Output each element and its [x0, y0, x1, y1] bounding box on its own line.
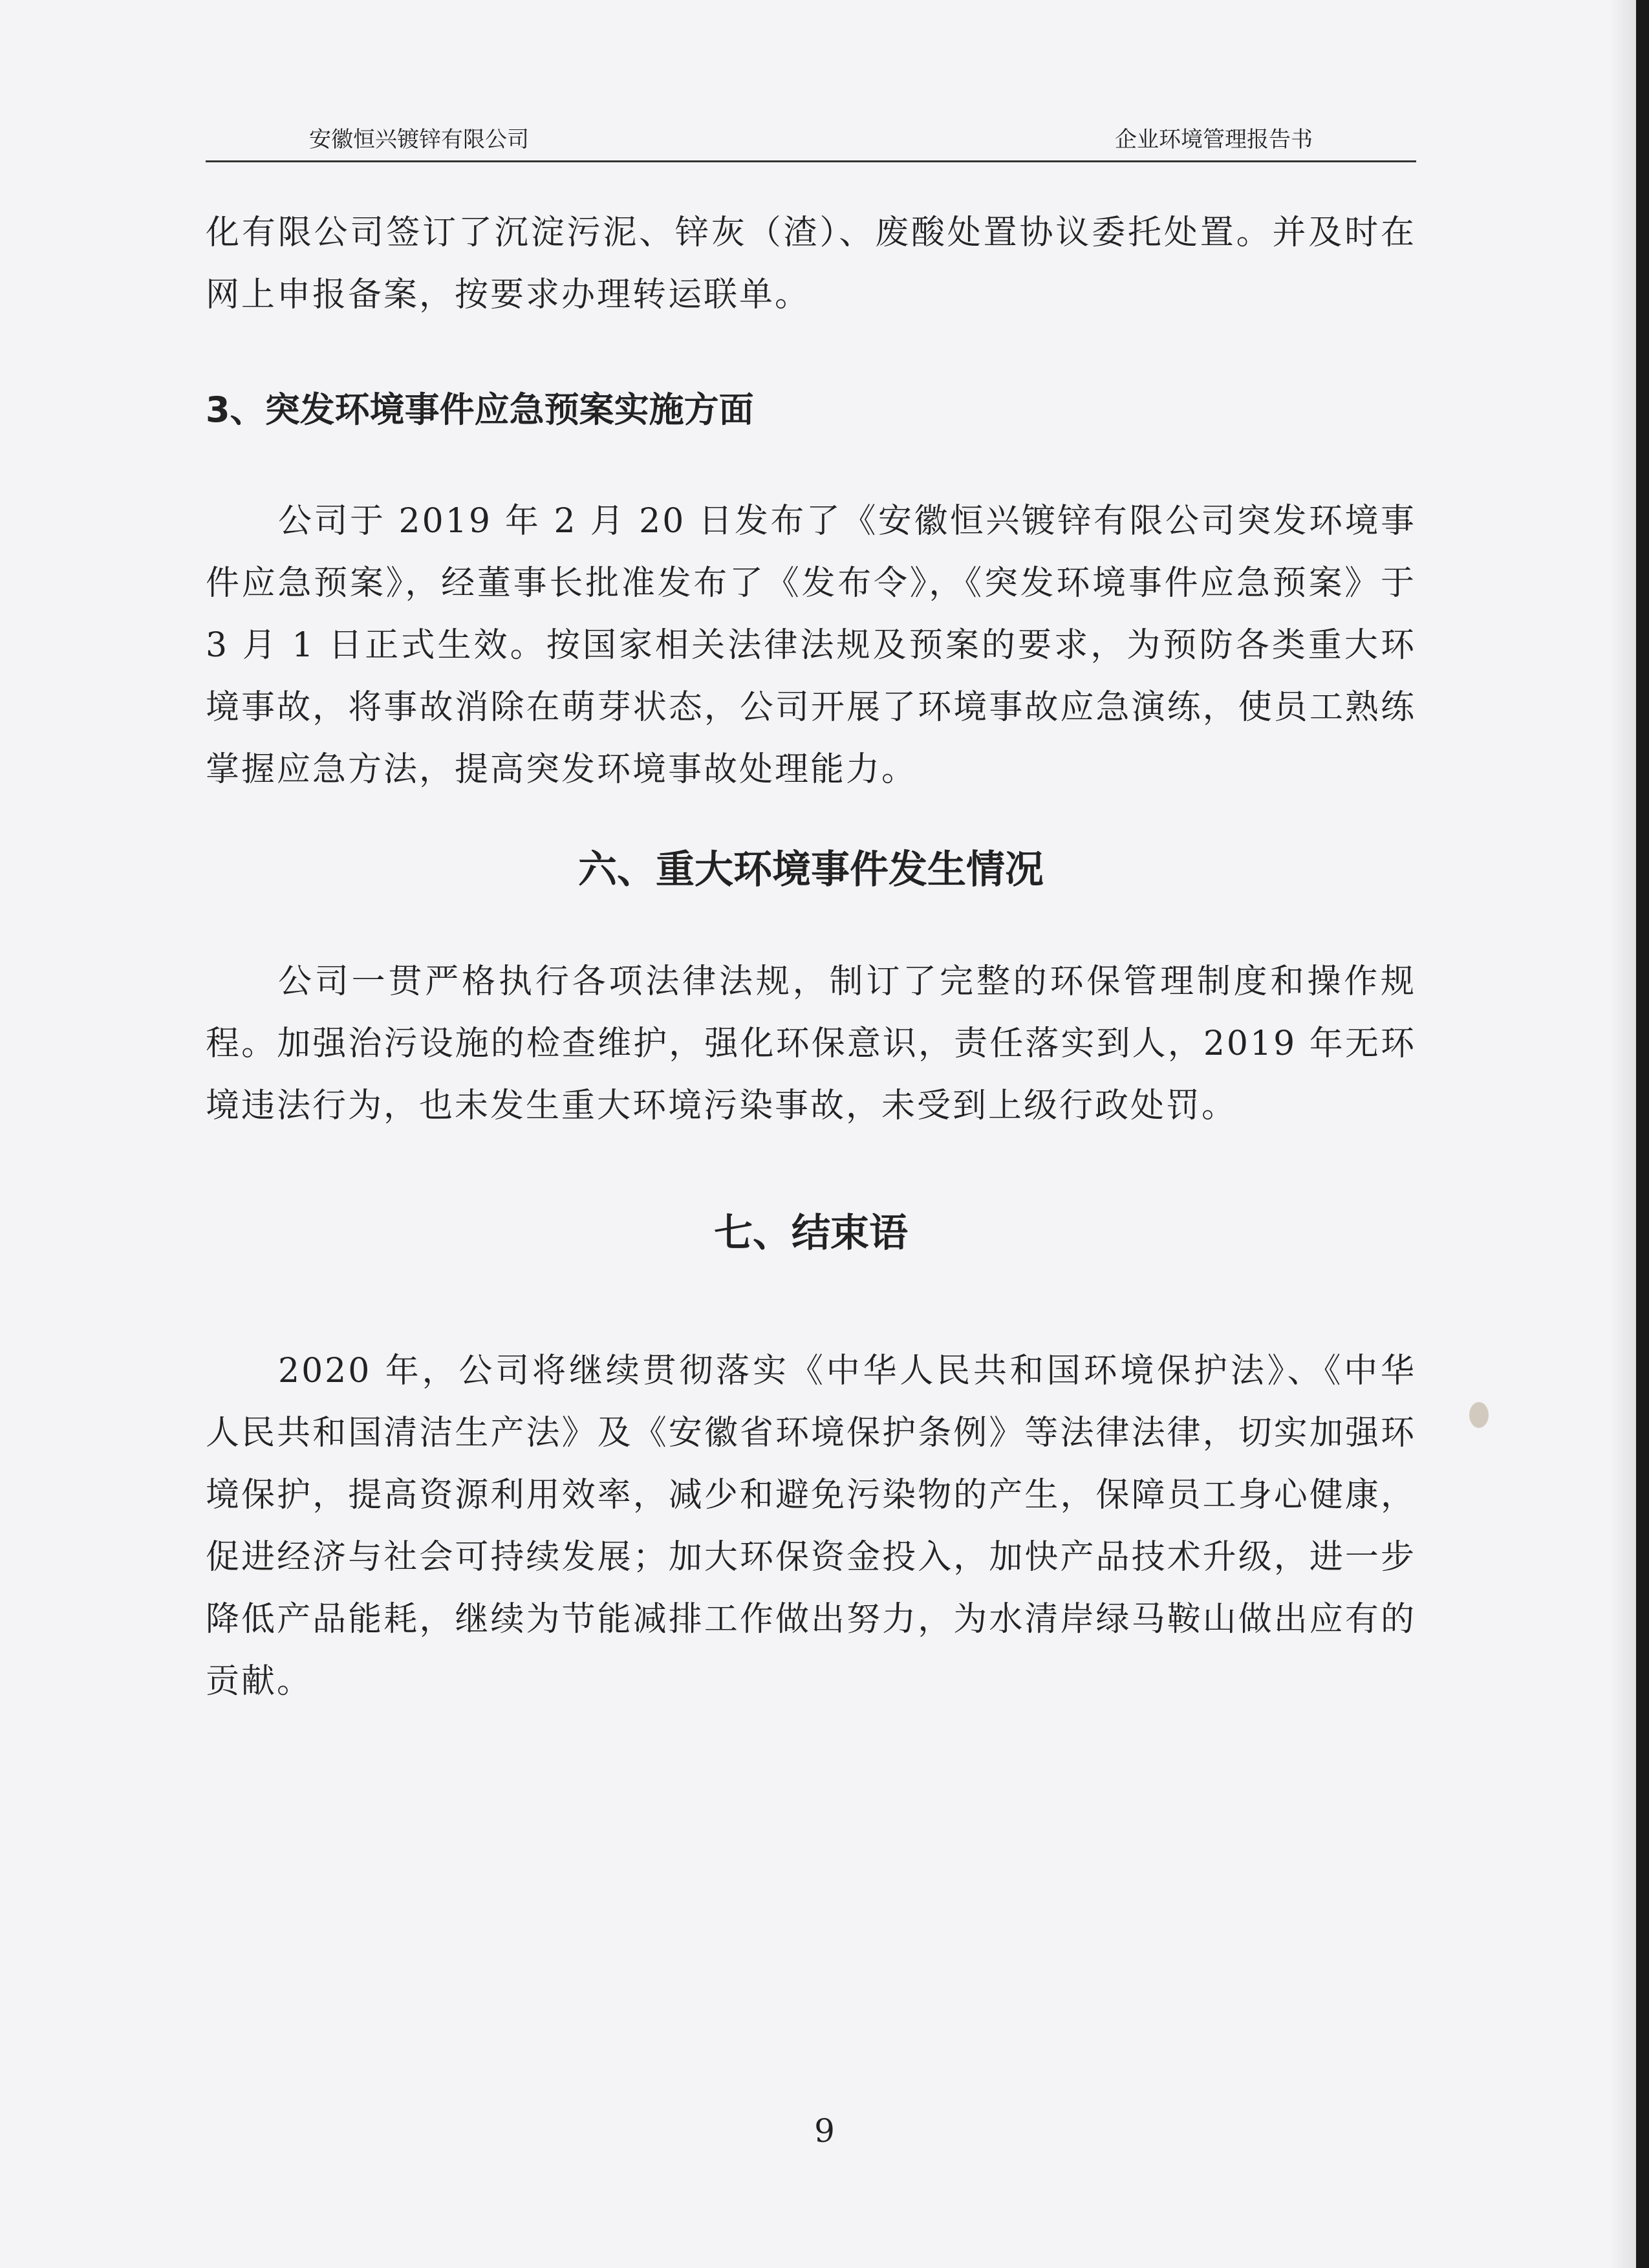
- section-six-paragraph: 公司一贯严格执行各项法律法规，制订了完整的环保管理制度和操作规程。加强治污设施的检查维护，强化环保意识，责任落实到人，2019 年无环境违法行为，也未发生重大环境污染事故，未受到上级行政处罚。: [206, 962, 1416, 1125]
- header-company: 安徽恒兴镀锌有限公司: [309, 127, 529, 153]
- section-seven-paragraph: 2020 年，公司将继续贯彻落实《中华人民共和国环境保护法》、《中华人民共和国清洁生产法》及《安徽省环境保护条例》等法律法律，切实加强环境保护，提高资源利用效率，减少和避免污染物的产生，保障员工身心健康，促进经济与社会可持续发展；加大环保资金投入，加快产品技术升级，进一步降低产品能耗，继续为节能减排工作做出努力，为水清岸绿马鞍山做出应有的贡献。: [206, 1352, 1416, 1701]
- section-3-heading: 3、突发环境事件应急预案实施方面: [206, 389, 754, 430]
- paper-stain: [1469, 1402, 1489, 1428]
- page-number: 9: [814, 2112, 835, 2150]
- scan-edge-shadow: [1610, 0, 1636, 2268]
- page-header: [206, 118, 1416, 162]
- section-3-paragraph: 公司于 2019 年 2 月 20 日发布了《安徽恒兴镀锌有限公司突发环境事件应急预案》，经董事长批准发布了《发布令》，《突发环境事件应急预案》于 3 月 1 日正式生效。按国家相关法律法规及预案的要求，为预防各类重大环境事故，将事故消除在萌芽状态，公司开展了环境事故应急演练，使员工熟练掌握应急方法，提高突发环境事故处理能力。: [206, 502, 1416, 789]
- section-six-heading: 六、重大环境事件发生情况: [578, 847, 1044, 892]
- section-seven-heading: 七、结束语: [714, 1211, 908, 1256]
- scan-edge: [1636, 0, 1649, 2268]
- carryover-paragraph: 化有限公司签订了沉淀污泥、锌灰（渣）、废酸处置协议委托处置。并及时在网上申报备案，按要求办理转运联单。: [206, 213, 1416, 314]
- header-doc-title: 企业环境管理报告书: [1115, 127, 1313, 153]
